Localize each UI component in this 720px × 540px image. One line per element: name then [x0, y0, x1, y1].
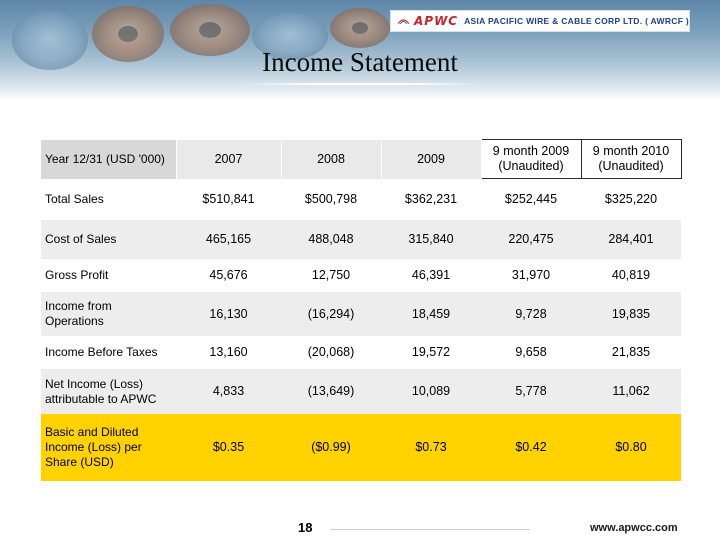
table-cell: 5,778 [481, 369, 581, 414]
table-cell: $0.42 [481, 414, 581, 481]
table-row-income-from-operations [41, 292, 681, 336]
slide-title: Income Statement [262, 47, 458, 77]
table-cell: 46,391 [381, 259, 481, 292]
table-cell: 45,676 [176, 259, 281, 292]
table-cell: (16,294) [281, 292, 381, 336]
row-label: Cost of Sales [41, 220, 176, 259]
row-label: Income from Operations [41, 292, 176, 336]
table-cell: 16,130 [176, 292, 281, 336]
header-cell-9m-2010: 9 month 2010 (Unaudited) [581, 140, 681, 179]
table-row-gross-profit [41, 259, 681, 292]
table-cell: 21,835 [581, 336, 681, 369]
footer-divider [330, 529, 530, 530]
apwc-logo-icon [397, 14, 410, 28]
table-row-net-income [41, 369, 681, 414]
page-number: 18 [298, 520, 313, 535]
table-cell: (13,649) [281, 369, 381, 414]
table-cell: 220,475 [481, 220, 581, 259]
header-cell-2009: 2009 [381, 140, 481, 179]
table-cell: 12,750 [281, 259, 381, 292]
table-row-cost-of-sales [41, 220, 681, 259]
table-cell: $0.35 [176, 414, 281, 481]
table-cell: 488,048 [281, 220, 381, 259]
table-cell: 19,572 [381, 336, 481, 369]
table-cell: ($0.99) [281, 414, 381, 481]
table-cell: $362,231 [381, 179, 481, 221]
company-logo-bar [390, 10, 690, 32]
header-cell-year: Year 12/31 (USD '000) [41, 140, 176, 179]
table-cell: 40,819 [581, 259, 681, 292]
row-label: Net Income (Loss) attributable to APWC [41, 369, 176, 414]
table-cell: 284,401 [581, 220, 681, 259]
company-name: ASIA PACIFIC WIRE & CABLE CORP LTD. ( AWRCF ) [464, 16, 689, 26]
logo-wordmark: APWC [413, 14, 459, 28]
table-cell: 19,835 [581, 292, 681, 336]
table-cell: $252,445 [481, 179, 581, 221]
table-cell: 13,160 [176, 336, 281, 369]
website-url: www.apwcc.com [590, 522, 678, 534]
table-row-total-sales [41, 179, 681, 221]
table-cell: $500,798 [281, 179, 381, 221]
header-cell-9m-2009: 9 month 2009 (Unaudited) [481, 140, 581, 179]
row-label: Total Sales [41, 179, 176, 221]
row-label: Gross Profit [41, 259, 176, 292]
table-cell: 4,833 [176, 369, 281, 414]
table-cell: 9,728 [481, 292, 581, 336]
table-row-eps-highlighted [41, 414, 681, 481]
income-statement-table [41, 139, 682, 481]
table-cell: 465,165 [176, 220, 281, 259]
table-cell: 31,970 [481, 259, 581, 292]
row-label: Income Before Taxes [41, 336, 176, 369]
table-cell: $510,841 [176, 179, 281, 221]
table-header-row [41, 140, 681, 179]
table-cell: (20,068) [281, 336, 381, 369]
title-underline [242, 83, 482, 85]
row-label: Basic and Diluted Income (Loss) per Share (USD) [41, 414, 176, 481]
table-cell: 18,459 [381, 292, 481, 336]
table-cell: $325,220 [581, 179, 681, 221]
header-cell-2008: 2008 [281, 140, 381, 179]
table-cell: $0.73 [381, 414, 481, 481]
table-cell: 11,062 [581, 369, 681, 414]
table-cell: 9,658 [481, 336, 581, 369]
table-cell: 315,840 [381, 220, 481, 259]
header-cell-2007: 2007 [176, 140, 281, 179]
table-cell: 10,089 [381, 369, 481, 414]
table-cell: $0.80 [581, 414, 681, 481]
table-row-income-before-taxes [41, 336, 681, 369]
